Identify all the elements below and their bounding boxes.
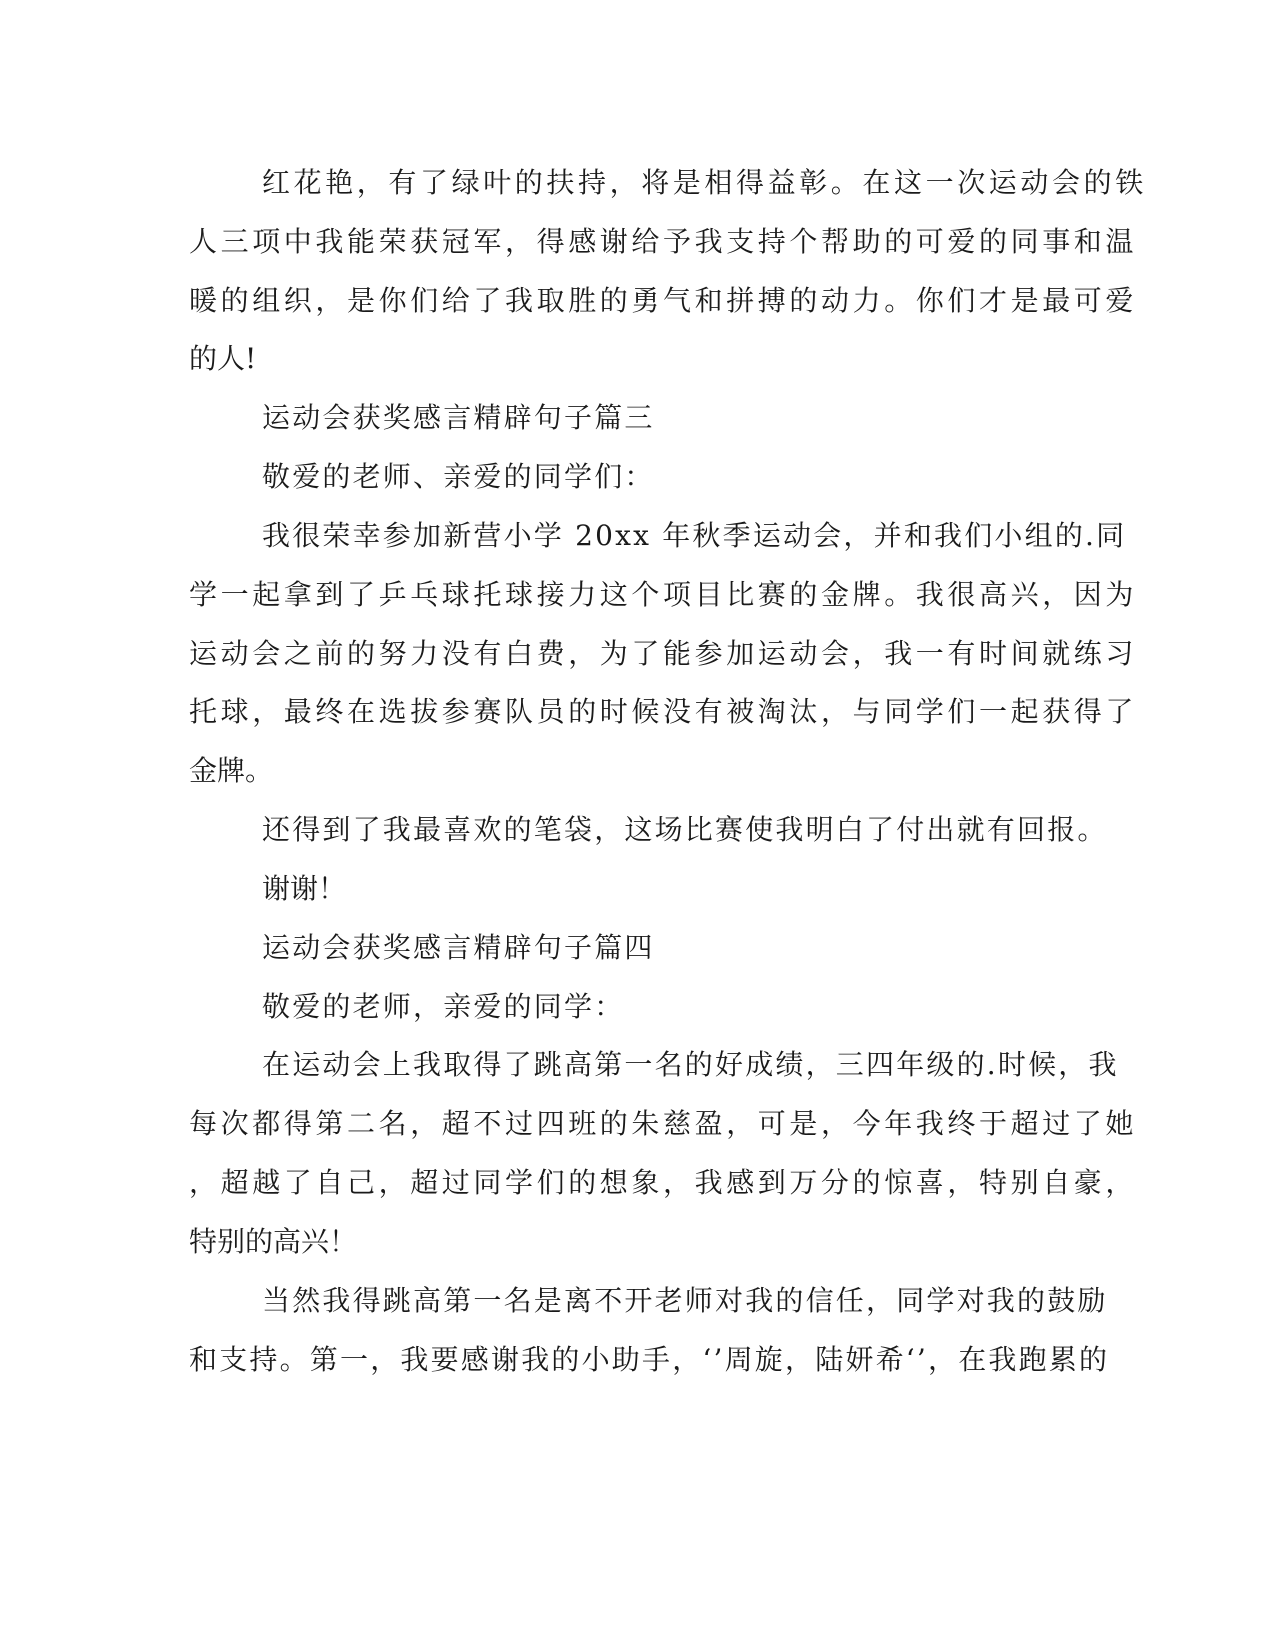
paragraph-line: ，超越了自己，超过同学们的想象，我感到万分的惊喜，特别自豪， bbox=[189, 1166, 1138, 1199]
paragraph-line: 金牌。 bbox=[189, 754, 274, 787]
section-heading: 运动会获奖感言精辟句子篇三 bbox=[262, 401, 655, 434]
paragraph-line: 谢谢！ bbox=[262, 872, 347, 905]
paragraph-line: 每次都得第二名，超不过四班的朱慈盈，可是，今年我终于超过了她 bbox=[189, 1107, 1138, 1140]
salutation: 敬爱的老师、亲爱的同学们： bbox=[262, 460, 655, 493]
paragraph-line: 人三项中我能荣获冠军，得感谢给予我支持个帮助的可爱的同事和温 bbox=[189, 225, 1138, 258]
section-heading: 运动会获奖感言精辟句子篇四 bbox=[262, 931, 655, 964]
paragraph-line: 托球，最终在选拔参赛队员的时候没有被淘汰，与同学们一起获得了 bbox=[189, 695, 1138, 728]
paragraph-line: 暖的组织，是你们给了我取胜的勇气和拼搏的动力。你们才是最可爱 bbox=[189, 284, 1138, 317]
paragraph-line: 学一起拿到了乒乓球托球接力这个项目比赛的金牌。我很高兴，因为 bbox=[189, 578, 1138, 611]
paragraph-line: 红花艳，有了绿叶的扶持，将是相得益彰。在这一次运动会的铁 bbox=[262, 166, 1147, 199]
paragraph-line: 当然我得跳高第一名是离不开老师对我的信任，同学对我的鼓励 bbox=[262, 1284, 1108, 1317]
paragraph-line: 我很荣幸参加新营小学 20xx 年秋季运动会，并和我们小组的.同 bbox=[262, 519, 1127, 552]
paragraph-line: 还得到了我最喜欢的笔袋，这场比赛使我明白了付出就有回报。 bbox=[262, 813, 1108, 846]
salutation: 敬爱的老师，亲爱的同学： bbox=[262, 990, 625, 1023]
paragraph-line: 运动会之前的努力没有白费，为了能参加运动会，我一有时间就练习 bbox=[189, 637, 1138, 670]
paragraph-line: 特别的高兴！ bbox=[189, 1225, 358, 1258]
paragraph-line: 和支持。第一，我要感谢我的小助手，‘’周旋，陆妍希‘’，在我跑累的 bbox=[189, 1343, 1110, 1376]
paragraph-line: 的人! bbox=[189, 342, 257, 375]
paragraph-line: 在运动会上我取得了跳高第一名的好成绩，三四年级的.时候，我 bbox=[262, 1048, 1119, 1081]
